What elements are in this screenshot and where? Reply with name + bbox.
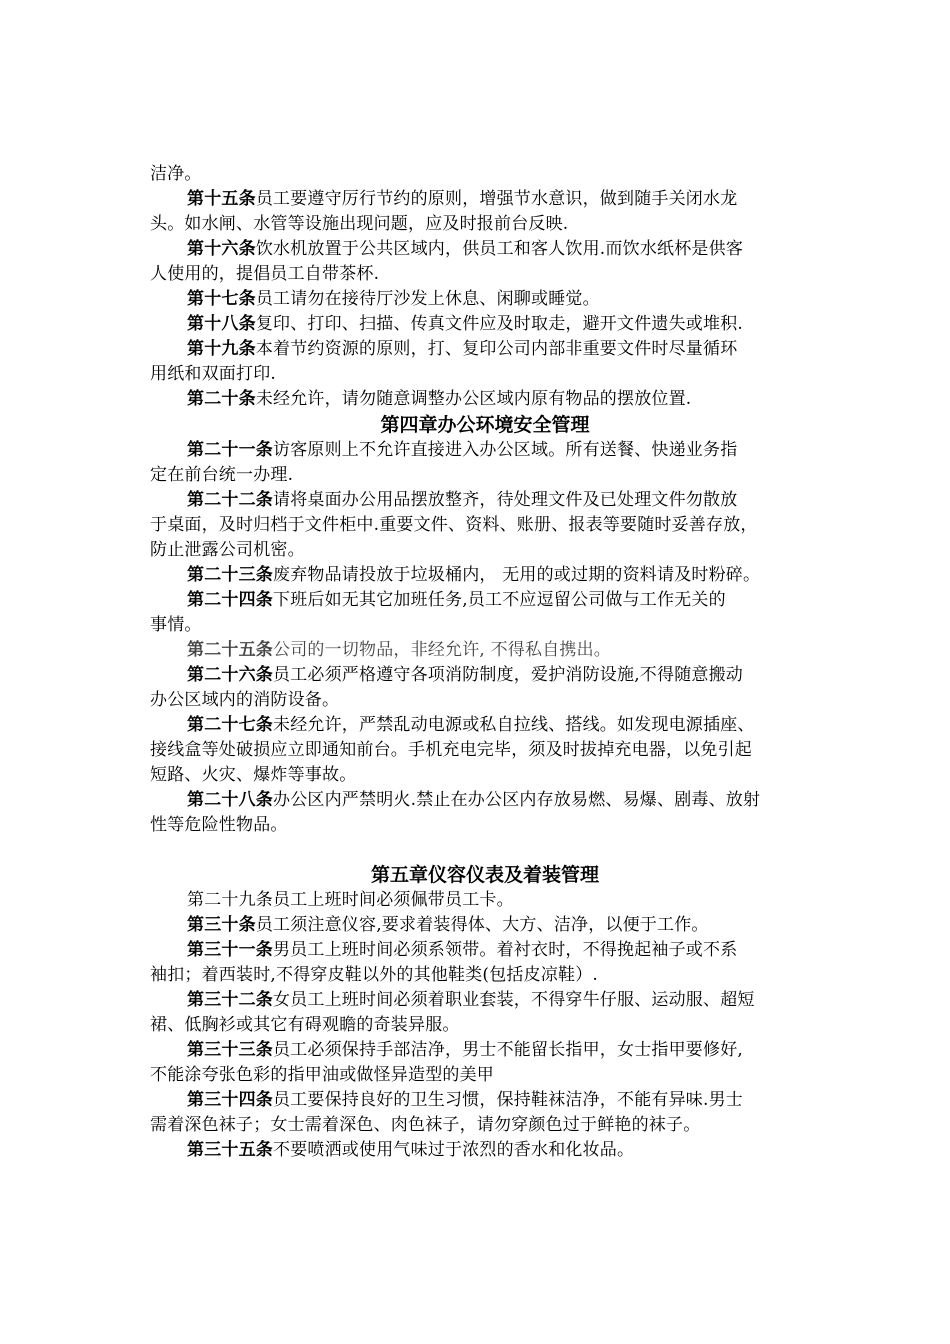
article-text: 员工要遵守厉行节约的原则，增强节水意识，做到随手关闭水龙 xyxy=(255,189,738,209)
article-first-line xyxy=(150,488,810,513)
article-continuation-line: 不能涂夸张色彩的指甲油或做怪异造型的美甲 xyxy=(150,1065,494,1085)
article-first-line xyxy=(150,438,810,463)
article-first-line xyxy=(150,988,810,1013)
article-label: 第二十三条 xyxy=(187,565,273,585)
article-first-line xyxy=(150,788,810,813)
article-label: 第三十二条 xyxy=(187,990,273,1010)
article-text: 访客原则上不允许直接进入办公区域。所有送餐、快递业务指 xyxy=(273,440,738,460)
article-continuation-line: 办公区域内的消防设备。 xyxy=(150,690,340,710)
article-text: 废弃物品请投放于垃圾桶内， 无用的或过期的资料请及时粉碎。 xyxy=(273,565,761,585)
article-first-line xyxy=(150,287,810,312)
article-continuation-line: 防止泄露公司机密。 xyxy=(150,540,305,560)
article-first-line xyxy=(150,312,810,337)
article-label: 第十五条 xyxy=(187,189,256,209)
article-continuation-line: 短路、火灾、爆炸等事故。 xyxy=(150,765,357,785)
article-label: 第二十五条 xyxy=(187,640,273,660)
article-first-line xyxy=(150,337,810,362)
article-first-line xyxy=(150,187,810,212)
article-label: 第二十七条 xyxy=(187,715,273,735)
article-text: 员工上班时间必须佩带员工卡。 xyxy=(273,890,514,910)
article-label: 第十八条 xyxy=(187,314,256,334)
article-label: 第二十条 xyxy=(187,389,256,409)
article-text: 员工须注意仪容,要求着装得体、大方、洁净，以便于工作。 xyxy=(255,915,709,935)
article-continuation-line: 接线盒等处破损应立即通知前台。手机充电完毕，须及时拔掉充电器，以免引起 xyxy=(150,740,752,760)
chapter-heading: 第四章办公环境安全管理 xyxy=(380,414,590,436)
article-first-line xyxy=(150,663,810,688)
article-label: 第三十五条 xyxy=(187,1140,273,1160)
article-text: 员工必须严格遵守各项消防制度，爱护消防设施,不得随意搬动 xyxy=(273,665,744,685)
article-text: 本着节约资源的原则，打、复印公司内部非重要文件时尽量循环 xyxy=(255,339,738,359)
article-text: 未经允许，严禁乱动电源或私自拉线、搭线。如发现电源插座、 xyxy=(273,715,755,735)
article-label: 第十七条 xyxy=(187,289,256,309)
article-text: 男员工上班时间必须系领带。着衬衣时，不得挽起袖子或不系 xyxy=(273,940,738,960)
article-label: 第二十六条 xyxy=(187,665,273,685)
article-label: 第二十一条 xyxy=(187,440,273,460)
article-text: 下班后如无其它加班任务,员工不应逗留公司做与工作无关的 xyxy=(273,590,726,610)
article-continuation-line: 事情。 xyxy=(150,615,202,635)
article-continuation-line: 裙、低胸衫或其它有碍观瞻的奇装异服。 xyxy=(150,1015,460,1035)
article-first-line xyxy=(150,713,810,738)
article-first-line xyxy=(150,938,810,963)
article-continuation-line: 性等危险性物品。 xyxy=(150,815,288,835)
article-first-line xyxy=(150,913,810,938)
article-label: 第十六条 xyxy=(187,239,256,259)
blank-line xyxy=(150,838,810,862)
article-first-line xyxy=(150,588,810,613)
article-label: 第二十二条 xyxy=(187,490,273,510)
article-label: 第二十八条 xyxy=(187,790,273,810)
article-text: 女员工上班时间必须着职业套装，不得穿牛仔服、运动服、超短 xyxy=(273,990,755,1010)
article-label: 第二十四条 xyxy=(187,590,273,610)
article-first-line xyxy=(150,888,810,913)
article-text: 员工请勿在接待厅沙发上休息、闲聊或睡觉。 xyxy=(255,289,600,309)
article-text: 不要喷洒或使用气味过于浓烈的香水和化妆品。 xyxy=(273,1140,635,1160)
article-text: 请将桌面办公用品摆放整齐，待处理文件及已处理文件勿散放 xyxy=(273,490,738,510)
document-page xyxy=(150,162,810,1163)
article-continuation-line: 需着深色袜子；女士需着深色、肉色袜子，请勿穿颜色过于鲜艳的袜子。 xyxy=(150,1115,701,1135)
article-label: 第二十九条 xyxy=(187,890,273,910)
article-first-line xyxy=(150,1088,810,1113)
article-continuation-line: 于桌面，及时归档于文件柜中.重要文件、资料、账册、报表等要随时妥善存放， xyxy=(150,515,758,535)
article-continuation-line: 定在前台统一办理. xyxy=(150,465,294,485)
article-first-line xyxy=(150,563,810,588)
article-label: 第十九条 xyxy=(187,339,256,359)
article-label: 第三十条 xyxy=(187,915,256,935)
article-label: 第三十四条 xyxy=(187,1090,273,1110)
article-text: 复印、打印、扫描、传真文件应及时取走，避开文件遗失或堆积. xyxy=(255,314,744,334)
paragraph-line: 洁净。 xyxy=(150,164,202,184)
article-continuation-line: 人使用的，提倡员工自带茶杯. xyxy=(150,264,380,284)
article-first-line xyxy=(150,1138,810,1163)
article-continuation-line: 袖扣；着西装时,不得穿皮鞋以外的其他鞋类(包括皮凉鞋）. xyxy=(150,965,599,985)
article-label: 第三十一条 xyxy=(187,940,273,960)
article-continuation-line: 头。如水闸、水管等设施出现问题，应及时报前台反映. xyxy=(150,214,569,234)
article-first-line xyxy=(150,387,810,412)
article-first-line xyxy=(150,237,810,262)
article-first-line xyxy=(150,1038,810,1063)
chapter-heading: 第五章仪容仪表及着装管理 xyxy=(370,864,599,886)
article-text: 办公区内严禁明火.禁止在办公区内存放易燃、易爆、剧毒、放射 xyxy=(273,790,761,810)
article-first-line xyxy=(150,638,810,663)
article-text: 员工必须保持手部洁净，男士不能留长指甲，女士指甲要修好, xyxy=(273,1040,744,1060)
article-continuation-line: 用纸和双面打印. xyxy=(150,364,277,384)
article-text: 员工要保持良好的卫生习惯，保持鞋袜洁净，不能有异味.男士 xyxy=(273,1090,744,1110)
article-label: 第三十三条 xyxy=(187,1040,273,1060)
article-text: 公司的一切物品，非经允许, 不得私自携出。 xyxy=(273,640,612,660)
article-text: 未经允许，请勿随意调整办公区域内原有物品的摆放位置. xyxy=(255,389,692,409)
article-text: 饮水机放置于公共区域内，供员工和客人饮用.而饮水纸杯是供客 xyxy=(255,239,744,259)
